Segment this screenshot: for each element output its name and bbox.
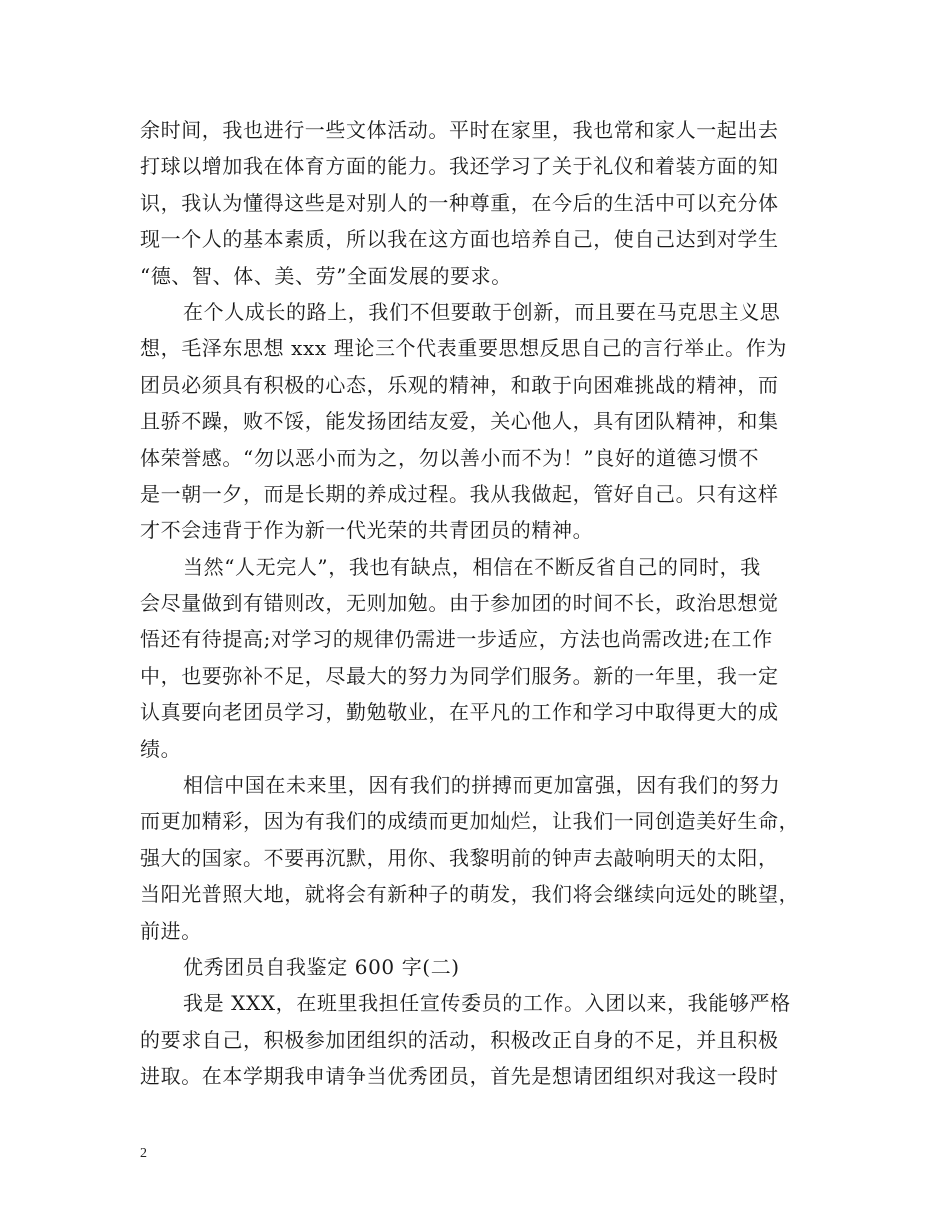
text-line: 的要求自己，积极参加团组织的活动，积极改正自身的不足，并且积极: [140, 1027, 779, 1052]
text-line: 想，毛泽东思想 xxx 理论三个代表重要思想反思自己的言行举止。作为: [140, 336, 787, 361]
paragraph-first-line: 相信中国在未来里，因有我们的拼搏而更加富强，因有我们的努力: [183, 773, 781, 798]
text-line: 团员必须具有积极的心态，乐观的精神，和敢于向困难挑战的精神，而: [140, 372, 779, 397]
text-line: 会尽量做到有错则改，无则加勉。由于参加团的时间不长，政治思想觉: [140, 591, 779, 616]
text-line: 而更加精彩，因为有我们的成绩而更加灿烂，让我们一同创造美好生命，: [140, 809, 800, 834]
paragraph-first-line: 我是 XXX，在班里我担任宣传委员的工作。入团以来，我能够严格: [183, 991, 791, 1016]
section-heading: 优秀团员自我鉴定 600 字(二): [183, 954, 460, 979]
text-line: “德、智、体、美、劳”全面发展的要求。: [140, 263, 512, 288]
text-line: 余时间，我也进行一些文体活动。平时在家里，我也常和家人一起出去: [140, 118, 779, 142]
document-body: [140, 112, 825, 1095]
text-line: 体荣誉感。“勿以恶小而为之，勿以善小而不为！”良好的道德习惯不: [140, 445, 760, 470]
paragraph-first-line: 在个人成长的路上，我们不但要敢于创新，而且要在马克思主义思: [183, 299, 781, 324]
text-line: 前进。: [140, 918, 202, 943]
text-line: 当阳光普照大地，就将会有新种子的萌发，我们将会继续向远处的眺望，: [140, 882, 800, 907]
text-line: 进取。在本学期我申请争当优秀团员，首先是想请团组织对我这一段时: [140, 1064, 779, 1089]
text-line: 强大的国家。不要再沉默，用你、我黎明前的钟声去敲响明天的太阳，: [140, 845, 779, 870]
text-line: 绩。: [140, 736, 182, 761]
text-line: 识，我认为懂得这些是对别人的一种尊重，在今后的生活中可以充分体: [140, 190, 779, 215]
paragraph-first-line: 当然“人无完人”，我也有缺点，相信在不断反省自己的同时，我: [183, 554, 761, 579]
text-line: 认真要向老团员学习，勤勉敬业，在平凡的工作和学习中取得更大的成: [140, 700, 779, 725]
text-line: 才不会违背于作为新一代光荣的共青团员的精神。: [140, 518, 594, 543]
text-line: 且骄不躁，败不馁，能发扬团结友爱，关心他人，具有团队精神，和集: [140, 409, 779, 434]
text-line: 中，也要弥补不足，尽最大的努力为同学们服务。新的一年里，我一定: [140, 663, 779, 688]
text-line: 是一朝一夕，而是长期的养成过程。我从我做起，管好自己。只有这样: [140, 481, 779, 506]
text-line: 悟还有待提高;对学习的规律仍需进一步适应，方法也尚需改进;在工作: [140, 627, 773, 652]
page-number: 2: [140, 1146, 147, 1161]
text-line: 打球以增加我在体育方面的能力。我还学习了关于礼仪和着装方面的知: [140, 154, 779, 179]
text-line: 现一个人的基本素质，所以我在这方面也培养自己，使自己达到对学生: [140, 227, 779, 252]
